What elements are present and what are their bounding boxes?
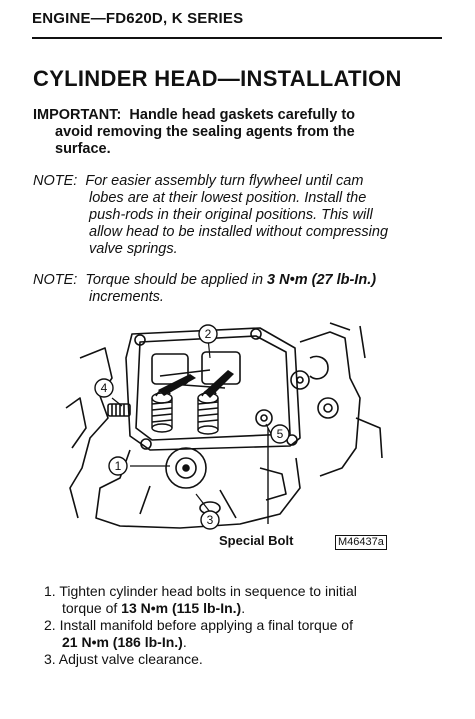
- note2-line-2: increments.: [89, 289, 164, 305]
- step-2-sub-post: .: [182, 634, 187, 650]
- step-1-sub-post: .: [241, 600, 246, 616]
- step-1-torque: 13 N•m (115 lb-In.): [121, 600, 242, 616]
- note-assembly: [33, 173, 405, 258]
- callout-3-label: 3: [206, 513, 214, 527]
- step-3: [44, 651, 404, 668]
- note2-pre: Torque should be applied in: [85, 272, 268, 288]
- note1-label: NOTE:: [33, 173, 78, 189]
- important-line-2: avoid removing the sealing agents from the: [55, 124, 355, 140]
- running-header: ENGINE—FD620D, K SERIES: [32, 10, 244, 27]
- callout-2-label: 2: [204, 327, 212, 341]
- step-3-text: 3. Adjust valve clearance.: [44, 651, 203, 667]
- step-2-text: 2. Install manifold before applying a final torque of: [44, 617, 353, 633]
- figure-id: M46437a: [335, 535, 387, 550]
- cylinder-head-illustration: [60, 318, 390, 550]
- note1-line-5: valve springs.: [89, 241, 178, 257]
- important-notice: [33, 107, 405, 158]
- step-1-text: 1. Tighten cylinder head bolts in sequence to initial: [44, 583, 357, 599]
- note1-line-2: lobes are at their lowest position. Install the: [89, 190, 367, 206]
- important-label: IMPORTANT:: [33, 107, 122, 123]
- step-1-sub-pre: torque of: [62, 600, 122, 616]
- important-line-1: Handle head gaskets carefully to: [129, 107, 356, 123]
- step-2: [44, 617, 404, 651]
- steps-list: [44, 583, 404, 668]
- header-rule: [32, 37, 442, 39]
- callout-5-label: 5: [276, 427, 284, 441]
- note1-line-3: push-rods in their original positions. This will: [89, 207, 373, 223]
- step-1: [44, 583, 404, 617]
- important-line-3: surface.: [55, 141, 111, 157]
- step-2-torque: 21 N•m (186 lb-In.): [62, 634, 183, 650]
- page-title: CYLINDER HEAD—INSTALLATION: [33, 66, 402, 91]
- note1-line-1: For easier assembly turn flywheel until cam: [85, 173, 364, 189]
- note2-label: NOTE:: [33, 272, 78, 288]
- special-bolt-label: Special Bolt: [219, 533, 294, 548]
- note-torque: [33, 272, 405, 306]
- callout-4-label: 4: [100, 381, 108, 395]
- note2-torque: 3 N•m (27 lb-In.): [267, 272, 377, 288]
- note1-line-4: allow head to be installed without compressing: [89, 224, 389, 240]
- callout-1-label: 1: [114, 459, 122, 473]
